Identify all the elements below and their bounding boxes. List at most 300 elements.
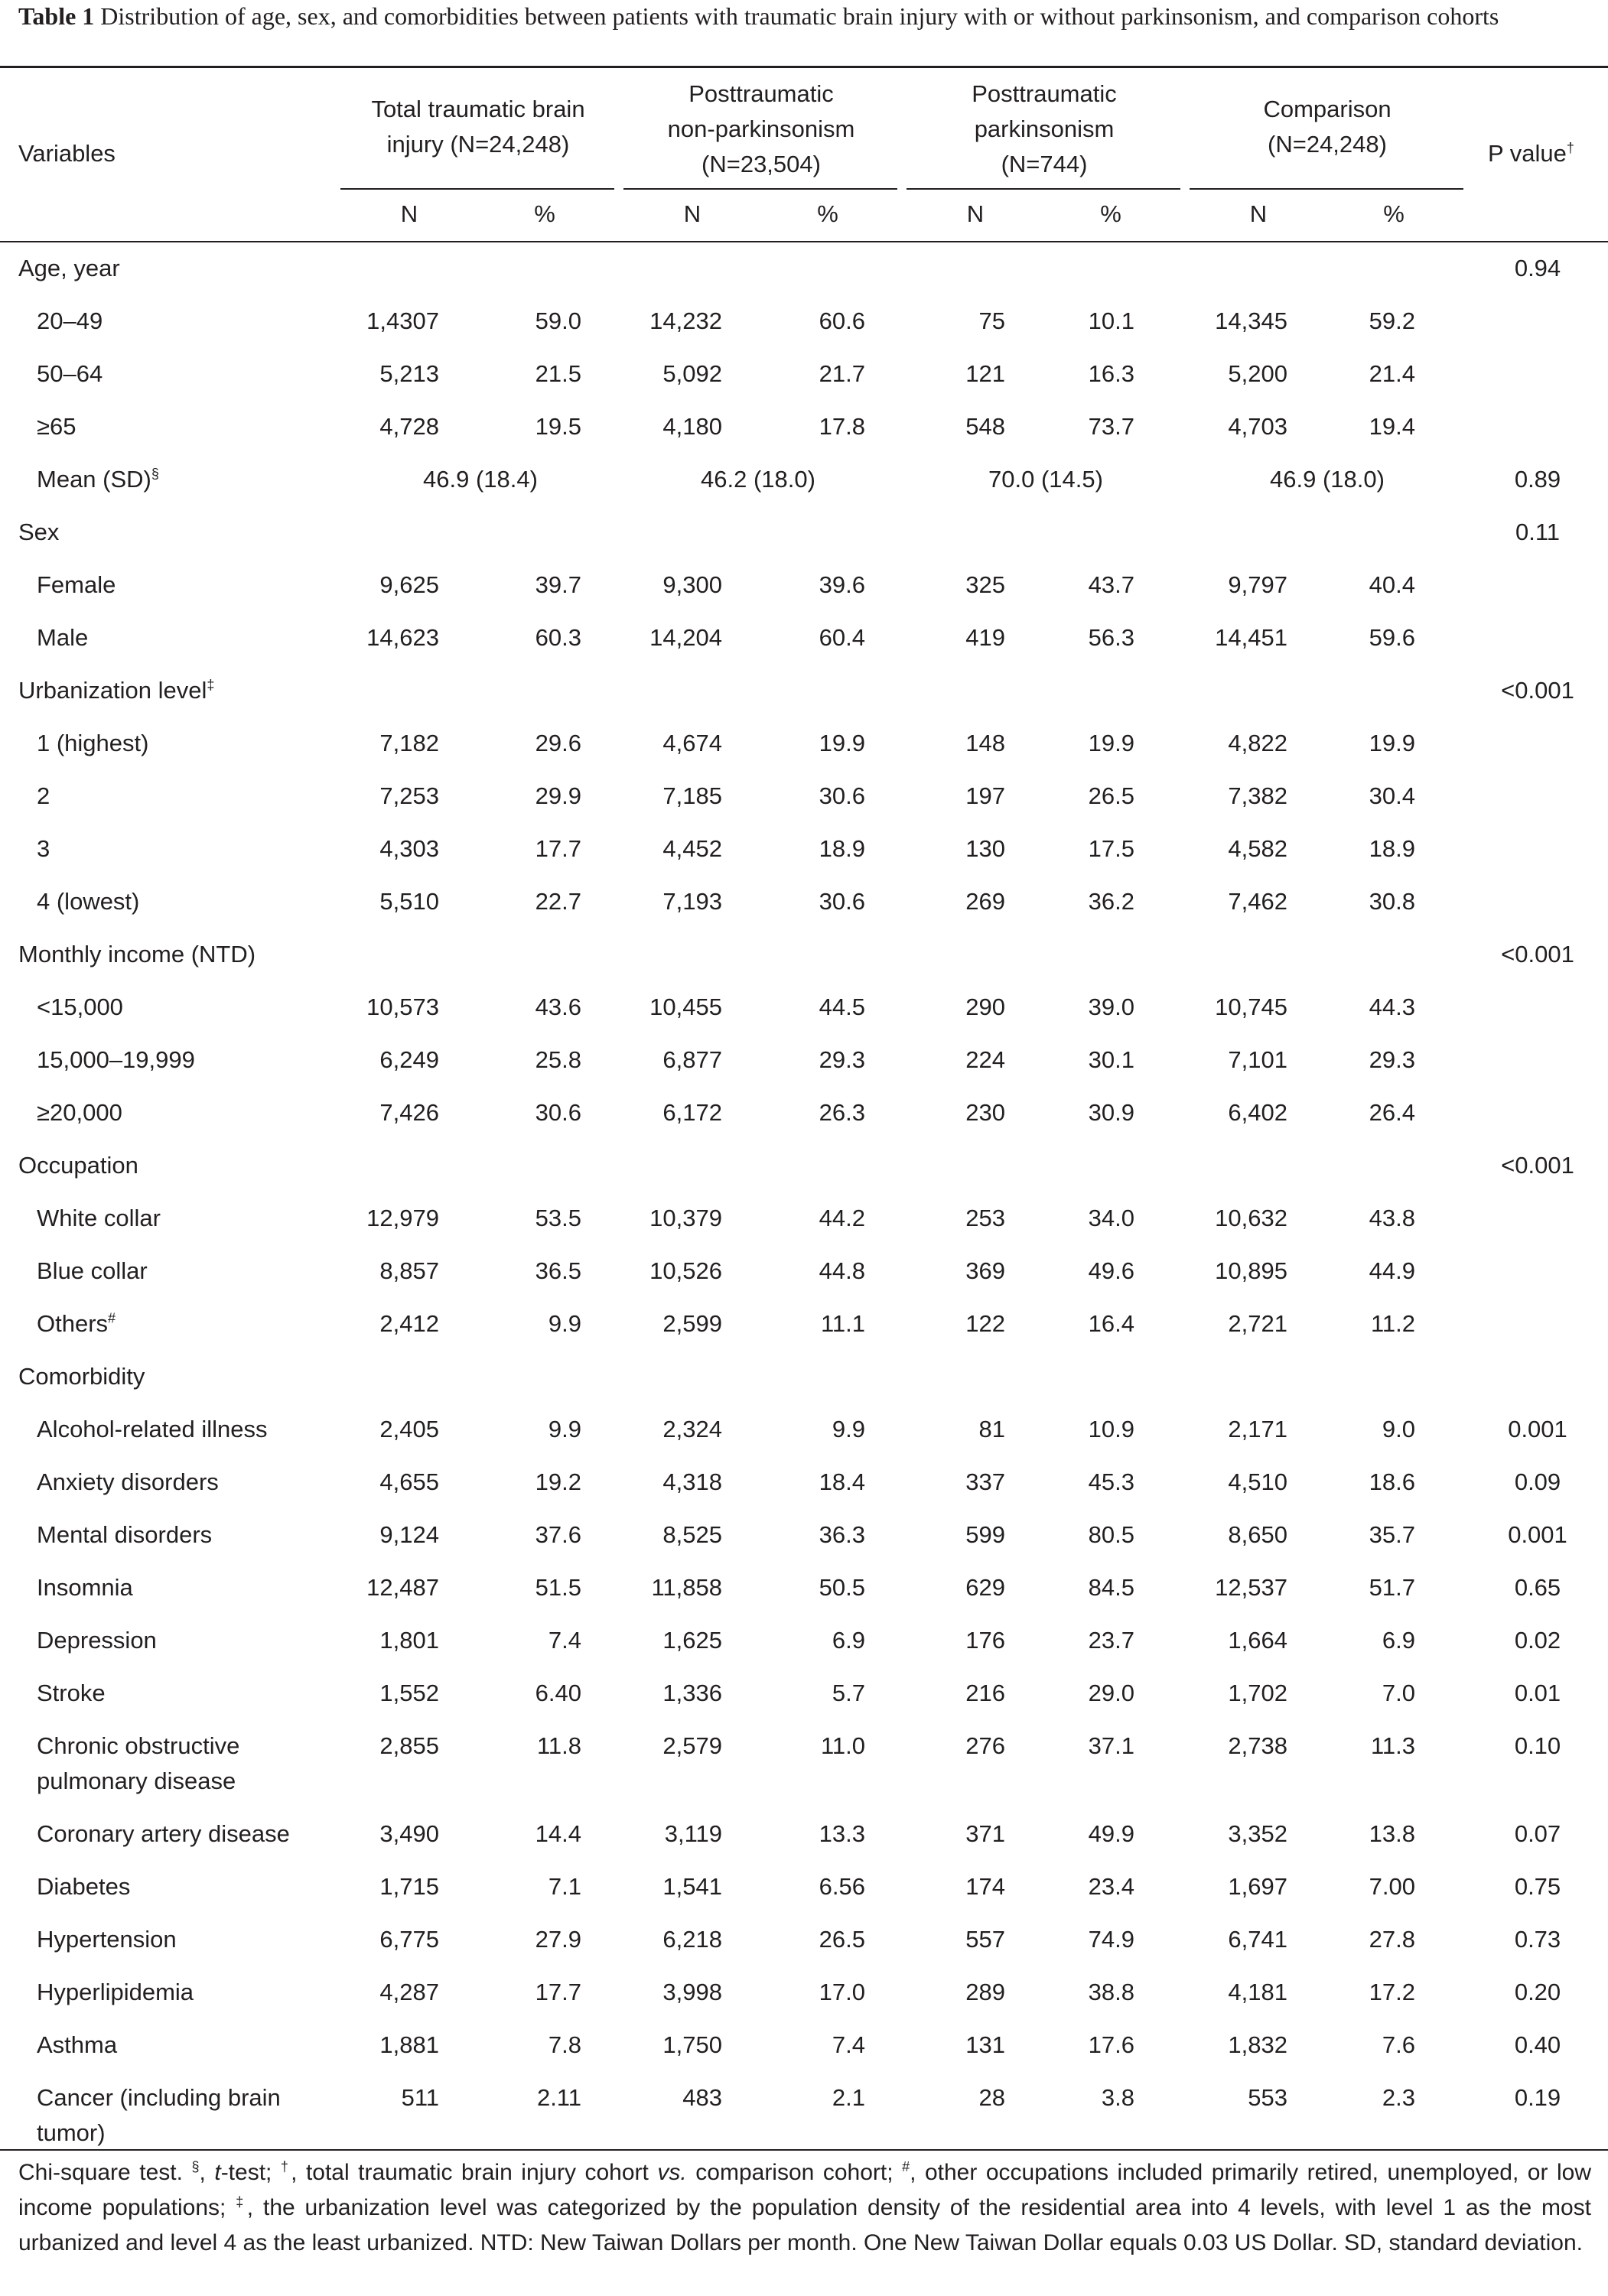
cell-n: 197	[965, 782, 1005, 809]
row-label-text: 1 (highest)	[37, 730, 149, 756]
cell-n: 9,300	[662, 571, 722, 598]
cell-pct: 9.9	[548, 1416, 581, 1442]
cell-n: 1,552	[379, 1680, 439, 1706]
cell-pvalue: 0.65	[1514, 1574, 1561, 1601]
cell-pct: 36.3	[819, 1521, 865, 1548]
row-label-text: Anxiety disorders	[37, 1468, 219, 1495]
cell-pct: 7.8	[548, 2031, 581, 2058]
row-label	[37, 884, 139, 919]
cell-pct: 11.2	[1370, 1310, 1415, 1337]
cell-n: 8,857	[379, 1257, 439, 1284]
cell-n: 7,253	[379, 782, 439, 809]
cell-n: 75	[978, 307, 1005, 334]
cell-n: 4,180	[662, 413, 722, 440]
cell-n: 553	[1248, 2084, 1287, 2111]
row-label-text: Hyperlipidemia	[37, 1979, 194, 2005]
subheader-n: N	[400, 200, 418, 227]
cell-pct: 30.6	[819, 782, 865, 809]
cell-n: 10,745	[1215, 994, 1287, 1020]
cell-pct: 60.6	[819, 307, 865, 334]
cell-n: 7,382	[1228, 782, 1287, 809]
row-label	[37, 1623, 157, 1658]
cell-n: 4,703	[1228, 413, 1287, 440]
cell-n: 5,510	[379, 888, 439, 915]
cell-pct: 39.6	[819, 571, 865, 598]
cell-pct: 21.5	[535, 360, 581, 387]
cell-pvalue: 0.40	[1514, 2031, 1561, 2058]
header-pvalue: P value†	[1488, 140, 1574, 167]
cell-pct: 19.4	[1369, 413, 1415, 440]
cell-n: 2,324	[662, 1416, 722, 1442]
cell-n: 4,510	[1228, 1468, 1287, 1495]
cell-n: 4,822	[1228, 730, 1287, 756]
cell-n: 216	[965, 1680, 1005, 1706]
cell-n: 2,599	[662, 1310, 722, 1337]
cell-pvalue: 0.001	[1508, 1521, 1567, 1548]
cell-pct: 44.5	[819, 994, 865, 1020]
row-label	[37, 1975, 194, 2010]
row-label	[37, 1095, 122, 1130]
table-label: Table 1	[18, 2, 95, 30]
row-label	[37, 1042, 195, 1078]
cell-pvalue: 0.20	[1514, 1979, 1561, 2005]
row-label-text: 4 (lowest)	[37, 888, 140, 915]
cell-pct: 56.3	[1088, 624, 1134, 651]
row-label	[37, 2080, 281, 2151]
cell-pct: 21.4	[1369, 360, 1415, 387]
cell-n: 253	[965, 1205, 1005, 1231]
row-label-text: Female	[37, 571, 116, 598]
row-label-text: Coronary artery disease	[37, 1820, 290, 1847]
cell-pct: 51.7	[1369, 1574, 1415, 1601]
cell-n: 9,625	[379, 571, 439, 598]
cell-n: 7,426	[379, 1099, 439, 1126]
cell-pct: 34.0	[1088, 1205, 1134, 1231]
cell-pct: 22.7	[535, 888, 581, 915]
row-label	[37, 1922, 177, 1957]
row-label	[37, 1201, 161, 1236]
cell-pct: 17.7	[535, 1979, 581, 2005]
group-underline-total	[340, 188, 614, 190]
cell-pct: 29.3	[1369, 1046, 1415, 1073]
cell-pct: 26.4	[1369, 1099, 1415, 1126]
cell-pct: 19.5	[535, 413, 581, 440]
cell-pct: 59.2	[1369, 307, 1415, 334]
row-label	[37, 779, 50, 814]
cell-n: 122	[965, 1310, 1005, 1337]
cell-n: 599	[965, 1521, 1005, 1548]
section-label	[18, 1148, 138, 1183]
section-label	[18, 515, 59, 550]
cell-n: 3,490	[379, 1820, 439, 1847]
cell-pct: 9.9	[548, 1310, 581, 1337]
row-label-text: Diabetes	[37, 1873, 131, 1900]
cell-n: 276	[965, 1732, 1005, 1759]
cell-pct: 17.6	[1088, 2031, 1134, 2058]
row-label	[37, 1816, 290, 1852]
subheader-pct: %	[817, 200, 838, 227]
cell-n: 2,579	[662, 1732, 722, 1759]
cell-n: 548	[965, 413, 1005, 440]
cell-n: 2,855	[379, 1732, 439, 1759]
section-label	[18, 251, 120, 286]
cell-n: 1,715	[379, 1873, 439, 1900]
cell-n: 10,573	[366, 994, 439, 1020]
cell-pct: 11.1	[820, 1310, 865, 1337]
cell-pct: 50.5	[819, 1574, 865, 1601]
row-label	[37, 462, 159, 497]
cell-n: 269	[965, 888, 1005, 915]
table-caption	[18, 0, 1591, 32]
cell-pct: 19.9	[819, 730, 865, 756]
cell-n: 290	[965, 994, 1005, 1020]
row-label-text: Sex	[18, 519, 60, 545]
cell-n: 12,979	[366, 1205, 439, 1231]
subheader-n: N	[1249, 200, 1268, 227]
row-label-text: Comorbidity	[18, 1363, 145, 1390]
cell-pvalue: 0.001	[1508, 1416, 1567, 1442]
cell-n: 6,172	[662, 1099, 722, 1126]
row-label-text: Hypertension	[37, 1926, 177, 1953]
cell-pct: 38.8	[1088, 1979, 1134, 2005]
section-label	[18, 1359, 145, 1394]
cell-pct: 74.9	[1088, 1926, 1134, 1953]
row-label-text: Urbanization level	[18, 677, 207, 704]
cell-n: 7,185	[662, 782, 722, 809]
cell-n: 4,452	[662, 835, 722, 862]
cell-pct: 43.8	[1369, 1205, 1415, 1231]
cell-pvalue: 0.89	[1514, 466, 1561, 493]
row-label-text: <15,000	[37, 994, 123, 1020]
cell-pvalue: 0.10	[1514, 1732, 1561, 1759]
cell-pct: 44.3	[1369, 994, 1415, 1020]
cell-pct: 6.9	[832, 1627, 865, 1654]
cell-pct: 37.6	[535, 1521, 581, 1548]
cell-pvalue: 0.19	[1514, 2084, 1561, 2111]
cell-n: 7,101	[1228, 1046, 1287, 1073]
cell-pct: 59.0	[535, 307, 581, 334]
row-label	[37, 304, 103, 339]
row-label	[37, 1869, 130, 1904]
cell-pct: 60.4	[819, 624, 865, 651]
cell-pct: 25.8	[535, 1046, 581, 1073]
row-label-text: Male	[37, 624, 89, 651]
cell-pvalue: 0.01	[1514, 1680, 1561, 1706]
row-label	[37, 409, 76, 444]
cell-pct: 36.5	[535, 1257, 581, 1284]
cell-pct: 19.9	[1369, 730, 1415, 756]
cell-pvalue: 0.75	[1514, 1873, 1561, 1900]
cell-n: 6,741	[1228, 1926, 1287, 1953]
cell-n: 511	[401, 2084, 439, 2111]
cell-n: 4,674	[662, 730, 722, 756]
cell-pct: 40.4	[1369, 571, 1415, 598]
cell-n: 9,124	[379, 1521, 439, 1548]
row-label-text: Monthly income (NTD)	[18, 941, 256, 968]
cell-pct: 29.9	[535, 782, 581, 809]
cell-pct: 16.3	[1088, 360, 1134, 387]
cell-pct: 18.6	[1369, 1468, 1415, 1495]
row-label-text: Mental disorders	[37, 1521, 213, 1548]
cell-pct: 9.9	[832, 1416, 865, 1442]
cell-n: 5,213	[379, 360, 439, 387]
cell-n: 14,204	[649, 624, 722, 651]
row-label-text: Alcohol-related illness	[37, 1416, 268, 1442]
footnote-mark: #	[108, 1310, 116, 1326]
cell-n: 10,455	[649, 994, 722, 1020]
cell-n: 3,998	[662, 1979, 722, 2005]
cell-n: 1,336	[662, 1680, 722, 1706]
row-label	[37, 1517, 212, 1553]
cell-pvalue: 0.02	[1514, 1627, 1561, 1654]
cell-pct: 29.6	[535, 730, 581, 756]
cell-pct: 7.4	[832, 2031, 865, 2058]
cell-n: 6,402	[1228, 1099, 1287, 1126]
cell-n: 2,721	[1228, 1310, 1287, 1337]
cell-n: 2,412	[379, 1310, 439, 1337]
cell-pct: 49.6	[1088, 1257, 1134, 1284]
row-label	[37, 1465, 219, 1500]
cell-n: 5,200	[1228, 360, 1287, 387]
cell-n: 2,171	[1228, 1416, 1287, 1442]
cell-mean-sd: 46.2 (18.0)	[701, 466, 815, 493]
cell-n: 8,650	[1228, 1521, 1287, 1548]
row-label-text: 2	[37, 782, 50, 809]
cell-pct: 23.4	[1088, 1873, 1134, 1900]
subheader-pct: %	[1100, 200, 1121, 227]
cell-n: 14,232	[649, 307, 722, 334]
cell-pct: 17.7	[535, 835, 581, 862]
cell-n: 3,119	[664, 1820, 722, 1847]
header-variables: Variables	[18, 140, 116, 167]
group-underline-parkinsonism	[907, 188, 1180, 190]
subheader-n: N	[683, 200, 701, 227]
cell-n: 1,750	[662, 2031, 722, 2058]
row-label-text: 15,000–19,999	[37, 1046, 195, 1073]
cell-pct: 17.0	[819, 1979, 865, 2005]
row-label-text-line2: pulmonary disease	[37, 1768, 236, 1794]
cell-pct: 36.2	[1088, 888, 1134, 915]
cell-n: 7,182	[379, 730, 439, 756]
cell-n: 10,632	[1215, 1205, 1287, 1231]
cell-n: 7,193	[662, 888, 722, 915]
cell-n: 14,451	[1215, 624, 1287, 651]
cell-n: 1,801	[379, 1627, 439, 1654]
cell-pct: 13.3	[819, 1820, 865, 1847]
cell-pct: 16.4	[1088, 1310, 1134, 1337]
cell-n: 1,697	[1228, 1873, 1287, 1900]
header-group-parkinsonism: Posttraumatic parkinsonism (N=744)	[972, 80, 1117, 177]
cell-n: 4,287	[379, 1979, 439, 2005]
cell-n: 2,738	[1228, 1732, 1287, 1759]
cell-mean-sd: 46.9 (18.0)	[1270, 466, 1385, 493]
cell-pct: 26.5	[1088, 782, 1134, 809]
row-label-text: Cancer (including brain	[37, 2084, 281, 2111]
cell-pvalue: 0.11	[1515, 519, 1561, 545]
cell-pvalue: <0.001	[1501, 941, 1574, 968]
row-label	[37, 1729, 239, 1799]
cell-pct: 6.9	[1382, 1627, 1415, 1654]
cell-pct: 73.7	[1088, 413, 1134, 440]
cell-pct: 26.5	[819, 1926, 865, 1953]
cell-pct: 30.6	[535, 1099, 581, 1126]
subheader-pct: %	[1383, 200, 1405, 227]
footnote-mark: ‡	[207, 677, 215, 693]
cell-n: 4,582	[1228, 835, 1287, 862]
cell-n: 10,379	[649, 1205, 722, 1231]
cell-n: 289	[965, 1979, 1005, 2005]
footnote-mark: §	[151, 466, 159, 482]
cell-pct: 30.8	[1369, 888, 1415, 915]
cell-n: 483	[682, 2084, 722, 2111]
cell-pct: 7.4	[548, 1627, 581, 1654]
cell-pct: 37.1	[1088, 1732, 1134, 1759]
row-label	[37, 990, 123, 1025]
subheader-pct: %	[534, 200, 555, 227]
cell-pct: 59.6	[1369, 624, 1415, 651]
cell-pct: 6.56	[819, 1873, 865, 1900]
table-title: Distribution of age, sex, and comorbidities between patients with traumatic brain injury with or without parkinsonism, and comparison cohorts	[100, 2, 1499, 30]
cell-n: 557	[965, 1926, 1005, 1953]
row-label-text: Blue collar	[37, 1257, 148, 1284]
cell-pct: 44.9	[1369, 1257, 1415, 1284]
cell-n: 1,541	[662, 1873, 722, 1900]
cell-pvalue: 0.07	[1514, 1820, 1561, 1847]
cell-n: 10,895	[1215, 1257, 1287, 1284]
cell-pct: 7.00	[1369, 1873, 1415, 1900]
cell-pct: 27.8	[1369, 1926, 1415, 1953]
cell-n: 8,525	[662, 1521, 722, 1548]
row-label-text: Asthma	[37, 2031, 118, 2058]
cell-pct: 11.0	[820, 1732, 865, 1759]
cell-n: 4,181	[1228, 1979, 1287, 2005]
cell-n: 6,877	[662, 1046, 722, 1073]
cell-pct: 35.7	[1369, 1521, 1415, 1548]
cell-mean-sd: 70.0 (14.5)	[988, 466, 1103, 493]
cell-pct: 7.0	[1382, 1680, 1415, 1706]
cell-pct: 18.9	[819, 835, 865, 862]
row-label-text: ≥20,000	[37, 1099, 122, 1126]
cell-pct: 11.8	[536, 1732, 581, 1759]
cell-n: 369	[965, 1257, 1005, 1284]
cell-n: 224	[965, 1046, 1005, 1073]
row-label-text: Chronic obstructive	[37, 1732, 240, 1759]
cell-pvalue: 0.73	[1514, 1926, 1561, 1953]
group-underline-comparison	[1190, 188, 1463, 190]
row-label-text: Mean (SD)	[37, 466, 151, 493]
row-label	[37, 1412, 268, 1447]
row-label-text: Insomnia	[37, 1574, 133, 1601]
row-label	[37, 620, 88, 655]
cell-pct: 23.7	[1088, 1627, 1134, 1654]
cell-pct: 9.0	[1382, 1416, 1415, 1442]
cell-pct: 30.4	[1369, 782, 1415, 809]
cell-n: 4,728	[379, 413, 439, 440]
header-group-nonparkinsonism: Posttraumatic non-parkinsonism (N=23,504)	[667, 80, 855, 177]
cell-n: 12,537	[1215, 1574, 1287, 1601]
cell-n: 9,797	[1228, 571, 1287, 598]
row-label	[37, 1254, 148, 1289]
subheader-n: N	[966, 200, 985, 227]
cell-n: 629	[965, 1574, 1005, 1601]
cell-pct: 30.6	[819, 888, 865, 915]
cell-pct: 43.6	[535, 994, 581, 1020]
cell-pct: 13.8	[1369, 1820, 1415, 1847]
cell-n: 337	[965, 1468, 1005, 1495]
cell-pct: 26.3	[819, 1099, 865, 1126]
cell-pct: 43.7	[1088, 571, 1134, 598]
cell-n: 81	[978, 1416, 1005, 1442]
row-label	[37, 831, 50, 867]
row-label-text: Depression	[37, 1627, 157, 1654]
cell-n: 4,318	[662, 1468, 722, 1495]
cell-pct: 10.1	[1088, 307, 1134, 334]
cell-pct: 2.1	[832, 2084, 865, 2111]
row-label-text-line2: tumor)	[37, 2119, 106, 2146]
cell-pct: 17.2	[1369, 1979, 1415, 2005]
cell-n: 4,303	[379, 835, 439, 862]
cell-pvalue: <0.001	[1501, 677, 1574, 704]
cell-pct: 44.2	[819, 1205, 865, 1231]
cell-n: 1,832	[1228, 2031, 1287, 2058]
cell-pct: 30.9	[1088, 1099, 1134, 1126]
cell-pct: 5.7	[832, 1680, 865, 1706]
row-label	[37, 726, 148, 761]
cell-pct: 84.5	[1088, 1574, 1134, 1601]
row-label	[37, 1570, 133, 1605]
cell-n: 7,462	[1228, 888, 1287, 915]
cell-pct: 21.7	[819, 360, 865, 387]
cell-pct: 30.1	[1088, 1046, 1134, 1073]
cell-pct: 11.3	[1370, 1732, 1415, 1759]
row-label-text: Others	[37, 1310, 109, 1337]
cell-n: 10,526	[649, 1257, 722, 1284]
cell-n: 14,623	[366, 624, 439, 651]
row-label	[37, 2028, 117, 2063]
cell-n: 6,775	[379, 1926, 439, 1953]
cell-pct: 49.9	[1088, 1820, 1134, 1847]
cell-n: 5,092	[662, 360, 722, 387]
cell-pct: 10.9	[1088, 1416, 1134, 1442]
row-label	[37, 567, 116, 603]
cell-n: 12,487	[366, 1574, 439, 1601]
cell-pct: 19.9	[1088, 730, 1134, 756]
cell-pct: 14.4	[535, 1820, 581, 1847]
cell-mean-sd: 46.9 (18.4)	[423, 466, 538, 493]
cell-pct: 80.5	[1088, 1521, 1134, 1548]
cell-n: 1,4307	[366, 307, 439, 334]
cell-n: 14,345	[1215, 307, 1287, 334]
cell-n: 11,858	[651, 1574, 722, 1601]
header-rule	[0, 241, 1608, 242]
cell-n: 230	[965, 1099, 1005, 1126]
cell-n: 28	[978, 2084, 1005, 2111]
cell-pct: 19.2	[535, 1468, 581, 1495]
cell-n: 121	[965, 360, 1005, 387]
row-label-text: White collar	[37, 1205, 161, 1231]
cell-n: 371	[965, 1820, 1005, 1847]
cell-pvalue: <0.001	[1501, 1152, 1574, 1179]
cell-n: 1,625	[662, 1627, 722, 1654]
cell-n: 325	[965, 571, 1005, 598]
cell-pct: 51.5	[535, 1574, 581, 1601]
cell-n: 130	[965, 835, 1005, 862]
header-group-total: Total traumatic brain injury (N=24,248)	[371, 96, 585, 158]
cell-pct: 3.8	[1101, 2084, 1134, 2111]
cell-pct: 27.9	[535, 1926, 581, 1953]
cell-n: 3,352	[1228, 1820, 1287, 1847]
row-label-text: 50–64	[37, 360, 103, 387]
